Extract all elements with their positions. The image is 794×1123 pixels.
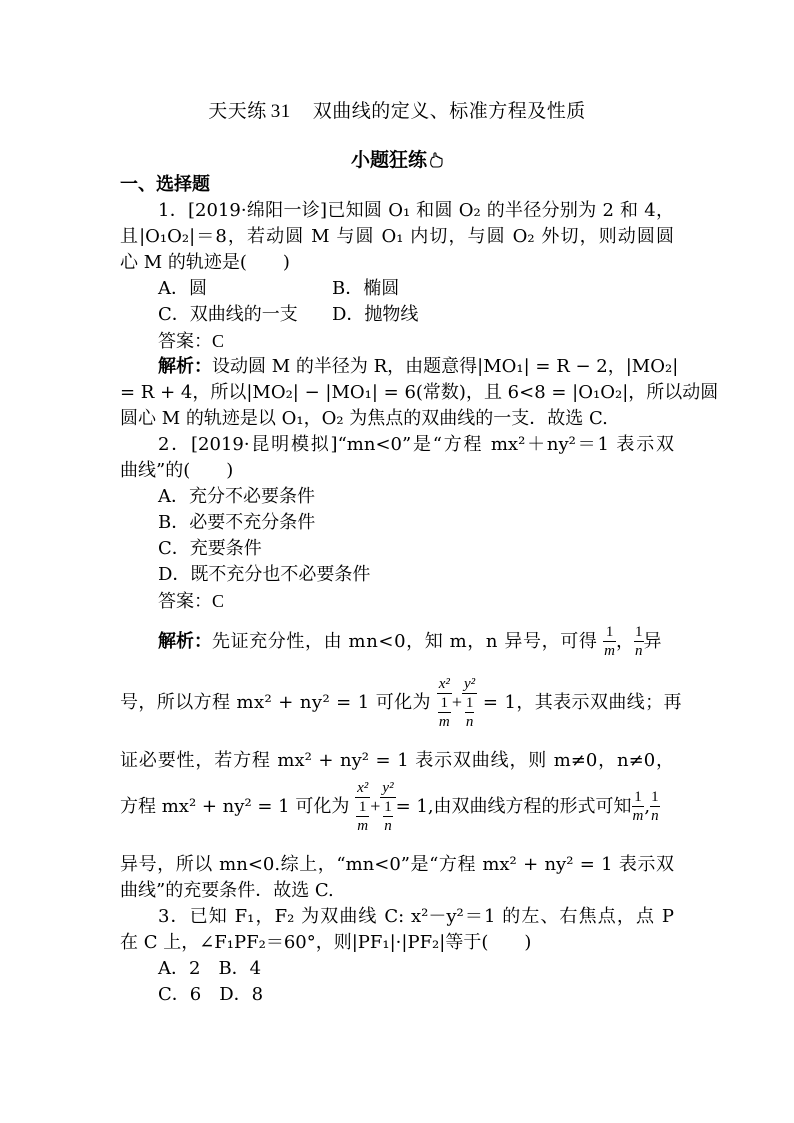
q2-analysis-line6: 曲线”的充要条件．故选 C. [120,880,334,901]
q1-analysis-text1: 设动圆 M 的半径为 R，由题意得|MO₁| = R − 2，|MO₂| [212,356,679,377]
answer-value: C [212,331,225,351]
q2-line2: 曲线”的( ) [120,460,234,481]
q1-option-d: D．抛物线 [332,304,419,325]
q1-analysis-line3: 圆心 M 的轨迹是以 O₁，O₂ 为焦点的双曲线的一支．故选 C. [120,408,608,429]
fraction-y2-over-1n: y² $\frac{1}{n}$ [464,675,476,730]
q2-analysis-line3: 证必要性，若方程 mx² + ny² = 1 表示双曲线，则 m≠0，n≠0， [120,750,674,771]
q1-answer [120,328,674,354]
q3-options-ab: A．2 B．4 [158,958,262,979]
q2-analysis-tail1: 异 [643,631,662,652]
q2-option-b: B．必要不充分条件 [158,512,316,533]
q1-analysis-line1 [120,354,679,380]
subtitle-text: 小题狂练 [350,149,427,171]
q2-analysis-line1: 解析：先证充分性，由 mn<0，知 m，n 异号，可得 $\frac{1}{m}$ ， $\frac{1}{n}$ 异 [158,624,662,659]
fraction-one-over-m: $\frac{1}{m}$ [604,624,615,659]
q2-analysis-line4: 方程 mx² + ny² = 1 可化为 x² $\frac{1}{m}$ + y² $\frac{1}{n}$ = 1,由双曲线方程的形式可知 $\frac{1}{m}$ , $\frac{1}{n}$ [120,779,659,834]
q1-option-a: A．圆 [158,278,207,299]
q1-analysis-line2: = R + 4，所以|MO₂| − |MO₁| = 6(常数)，且 6<8 = |O₁O₂|，所以动圆 [120,382,719,403]
q2-analysis-head2: 号，所以方程 mx² + ny² = 1 可化为 [120,692,431,713]
fraction-y2-over-1n: y² $\frac{1}{n}$ [382,779,394,834]
title-text: 双曲线的定义、标准方程及性质 [312,100,586,122]
fraction-x2-over-1m: x² $\frac{1}{m}$ [357,779,369,834]
q2-analysis-text1: 先证充分性，由 mn<0，知 m，n 异号，可得 [212,631,598,652]
answer-label: 答案： [158,591,212,612]
q2-line1: 2．[2019·昆明模拟]“mn<0”是“方程 mx²＋ny²＝1 表示双 [158,434,674,455]
q1-line3: 心 M 的轨迹是( ) [120,252,290,273]
fraction-one-over-n: $\frac{1}{n}$ [651,789,659,824]
fraction-x2-over-1m: x² $\frac{1}{m}$ [438,675,450,730]
answer-label: 答案： [158,331,212,352]
q2-analysis-head4: 方程 mx² + ny² = 1 可化为 [120,796,350,817]
q2-analysis-tail2: = 1，其表示双曲线；再 [482,692,682,713]
q2-option-c: C．充要条件 [158,538,262,559]
q2-option-d: D．既不充分也不必要条件 [158,564,371,585]
q2-analysis-line2: 号，所以方程 mx² + ny² = 1 可化为 x² $\frac{1}{m}$ + y² $\frac{1}{n}$ = 1，其表示双曲线；再 [120,675,682,730]
q1-option-b: B．椭圆 [332,278,400,299]
q2-answer [120,588,674,614]
q3-line1: 3．已知 F₁，F₂ 为双曲线 C: x²－y²＝1 的左、右焦点，点 P [158,906,674,927]
q3-options-cd: C．6 D．8 [158,984,264,1005]
page-title [0,96,794,123]
title-prefix: 天天练 [208,100,267,122]
fraction-one-over-n: $\frac{1}{n}$ [635,624,643,659]
section-subtitle [0,145,794,172]
q1-line1: 1．[2019·绵阳一诊]已知圆 O₁ 和圆 O₂ 的半径分别为 2 和 4， [158,200,674,221]
q3-line2: 在 C 上，∠F₁PF₂＝60°，则|PF₁|·|PF₂|等于( ) [120,932,532,953]
q1-options-ab [120,276,674,302]
q2-analysis-tail4: = 1,由双曲线方程的形式可知 [395,796,632,817]
q2-option-a: A．充分不必要条件 [158,486,315,507]
analysis-label: 解析： [158,356,212,377]
hand-icon [429,152,443,168]
title-number: 31 [270,101,291,122]
section-heading: 一、选择题 [120,174,210,195]
q1-option-c: C．双曲线的一支 [158,304,298,325]
q2-analysis-line5: 异号，所以 mn<0.综上，“mn<0”是“方程 mx² + ny² = 1 表示双 [120,854,674,875]
fraction-one-over-m: $\frac{1}{m}$ [632,789,644,824]
answer-value: C [212,591,225,611]
q1-line2: 且|O₁O₂|＝8，若动圆 M 与圆 O₁ 内切，与圆 O₂ 外切，则动圆圆 [120,226,674,247]
analysis-label: 解析： [158,631,212,652]
q1-options-cd [120,302,674,328]
